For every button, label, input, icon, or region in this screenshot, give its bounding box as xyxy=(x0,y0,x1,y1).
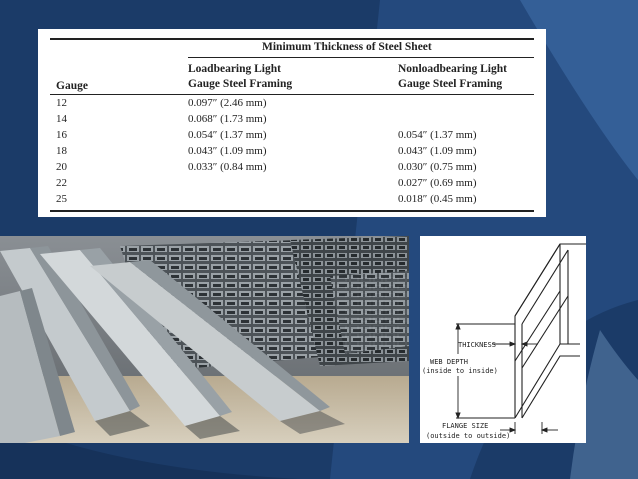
load-cell: 0.054″ (1.37 mm) xyxy=(188,129,267,141)
load-header-1: Loadbearing Light xyxy=(188,63,281,75)
gauge-cell: 25 xyxy=(56,193,67,205)
load-cell: 0.097″ (2.46 mm) xyxy=(188,97,267,109)
header-sub-rule xyxy=(188,57,534,58)
gauge-cell: 14 xyxy=(56,113,67,125)
nonload-header-1: Nonloadbearing Light xyxy=(398,63,507,75)
flange-size-sub-label: (outside to outside) xyxy=(426,432,511,440)
web-depth-label: WEB DEPTH xyxy=(430,358,468,366)
load-header-2: Gauge Steel Framing xyxy=(188,78,293,90)
web-depth-sub-label: (inside to inside) xyxy=(422,367,498,375)
header-bottom-rule xyxy=(50,94,534,95)
gauge-cell: 20 xyxy=(56,161,67,173)
gauge-cell: 18 xyxy=(56,145,67,157)
nonload-cell: 0.027″ (0.69 mm) xyxy=(398,177,477,189)
stud-cross-section-diagram xyxy=(420,236,586,443)
load-cell: 0.043″ (1.09 mm) xyxy=(188,145,267,157)
nonload-cell: 0.054″ (1.37 mm) xyxy=(398,129,477,141)
gauge-cell: 16 xyxy=(56,129,67,141)
top-rule xyxy=(50,38,534,40)
thickness-table xyxy=(38,29,546,217)
nonload-cell: 0.030″ (0.75 mm) xyxy=(398,161,477,173)
load-cell: 0.033″ (0.84 mm) xyxy=(188,161,267,173)
steel-framing-photo xyxy=(0,236,409,443)
nonload-header-2: Gauge Steel Framing xyxy=(398,78,503,90)
thickness-label: THICKNESS xyxy=(458,341,496,349)
nonload-cell: 0.018″ (0.45 mm) xyxy=(398,193,477,205)
gauge-cell: 22 xyxy=(56,177,67,189)
table-bottom-rule xyxy=(50,210,534,212)
nonload-cell: 0.043″ (1.09 mm) xyxy=(398,145,477,157)
gauge-cell: 12 xyxy=(56,97,67,109)
spanning-header: Minimum Thickness of Steel Sheet xyxy=(262,41,432,53)
steel-stack-image xyxy=(0,236,409,443)
flange-size-label: FLANGE SIZE xyxy=(442,422,489,430)
load-cell: 0.068″ (1.73 mm) xyxy=(188,113,267,125)
gauge-header: Gauge xyxy=(56,80,88,92)
